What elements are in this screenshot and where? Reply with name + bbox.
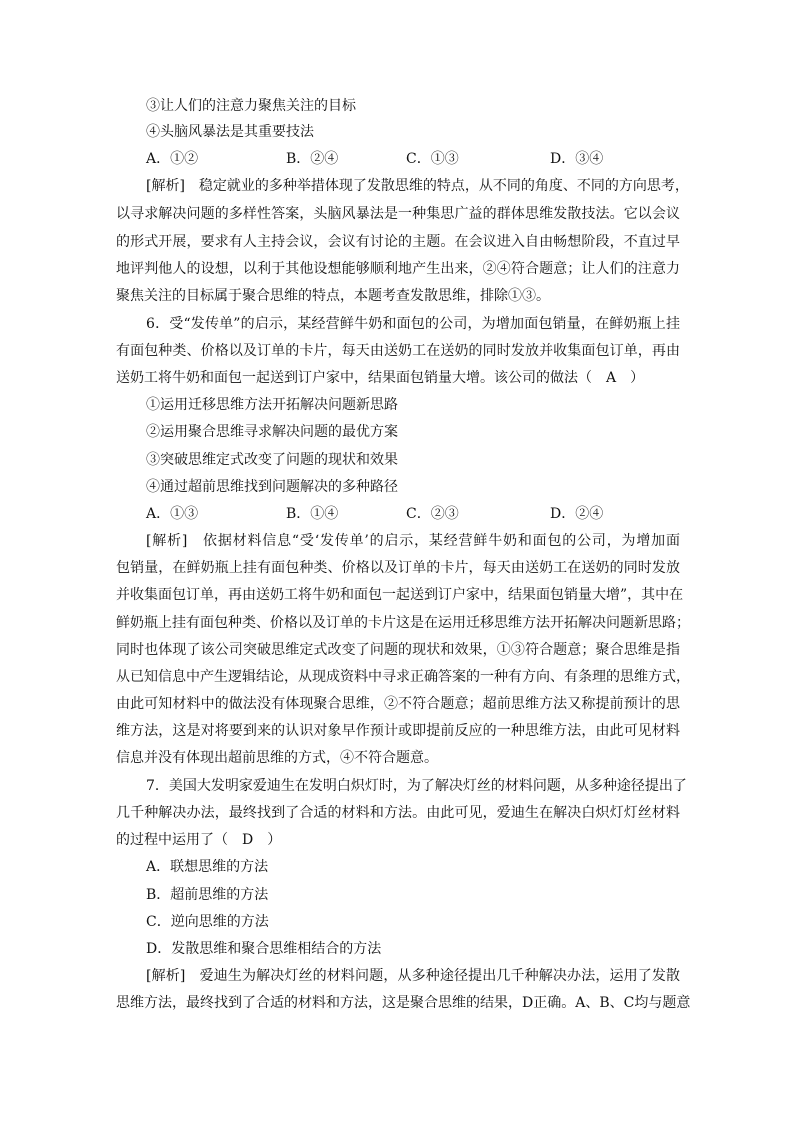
q5-analysis-line-3: 的形式开展，要求有人主持会议，会议有讨论的主题。在会议进入自由畅想阶段，不直过早: [116, 234, 680, 250]
q7-stem-line-3: 的过程中运用了（ D ）: [116, 832, 282, 848]
q6-stem-line-1: 6．受“发传单”的启示，某经营鲜牛奶和面包的公司，为增加面包销量，在鲜奶瓶上挂: [146, 316, 680, 332]
q7-stem-line-2: 几千种解决办法，最终找到了合适的材料和方法。由此可见，爱迪生在解决白炽灯灯丝材料: [116, 805, 680, 821]
q6-analysis-line-2: 包销量，在鲜奶瓶上挂有面包种类、价格以及订单的卡片，每天由送奶工在送奶的同时发放: [116, 560, 680, 576]
q7-analysis-line-2: 思维方法，最终找到了合适的材料和方法，这是聚合思维的结果，D正确。A、B、C均与题意: [116, 995, 691, 1011]
q7-option-d: D．发散思维和聚合思维相结合的方法: [146, 941, 382, 957]
q6-analysis-line-7: 由此可知材料中的做法没有体现聚合思维，②不符合题意；超前思维方法又称提前预计的思: [116, 696, 680, 712]
q6-option-b: B．①④: [286, 506, 339, 522]
q6-item-2: ②运用聚合思维寻求解决问题的最优方案: [146, 424, 398, 440]
q6-analysis-line-5: 同时也体现了该公司突破思维定式改变了问题的现状和效果，①③符合题意；聚合思维是指: [116, 642, 680, 658]
q6-stem-line-2: 有面包种类、价格以及订单的卡片，每天由送奶工在送奶的同时发放并收集面包订单，再由: [116, 343, 680, 359]
q5-analysis-line-5: 聚焦关注的目标属于聚合思维的特点，本题考查发散思维，排除①③。: [116, 288, 550, 304]
q5-item-4: ④头脑风暴法是其重要技法: [146, 124, 314, 140]
q5-option-d: D．③④: [550, 151, 604, 167]
q6-analysis-line-3: 并收集面包订单，再由送奶工将牛奶和面包一起送到订户家中，结果面包销量大增”，其中在: [116, 587, 684, 603]
q6-item-4: ④通过超前思维找到问题解决的多种路径: [146, 479, 398, 495]
q6-analysis-line-9: 信息并没有体现出超前思维的方式，④不符合题意。: [116, 750, 438, 766]
q6-option-a: A．①③: [146, 506, 199, 522]
q5-item-3: ③让人们的注意力聚焦关注的目标: [146, 98, 356, 114]
q7-option-c: C．逆向思维的方法: [146, 914, 269, 930]
q5-analysis-line-2: 以寻求解决问题的多样性答案，头脑风暴法是一种集思广益的群体思维发散技法。它以会议: [116, 206, 680, 222]
q6-analysis-line-1: [解析] 依据材料信息“受‘发传单’的启示，某经营鲜牛奶和面包的公司，为增加面: [146, 533, 680, 549]
q6-option-c: C．②③: [406, 506, 459, 522]
q5-analysis-line-4: 地评判他人的设想，以利于其他设想能够顺利地产生出来，②④符合题意；让人们的注意力: [116, 261, 680, 277]
q6-stem-line-3: 送奶工将牛奶和面包一起送到订户家中，结果面包销量大增。该公司的做法（ A ）: [116, 370, 645, 386]
q6-item-3: ③突破思维定式改变了问题的现状和效果: [146, 452, 398, 468]
q7-analysis-line-1: [解析] 爱迪生为解决灯丝的材料问题，从多种途径提出几千种解决办法，运用了发散: [146, 968, 680, 984]
q7-option-a: A．联想思维的方法: [146, 859, 269, 875]
q6-analysis-line-8: 维方法，这是对将要到来的认识对象早作预计或即提前反应的一种思维方法，由此可见材料: [116, 723, 680, 739]
q6-item-1: ①运用迁移思维方法开拓解决问题新思路: [146, 397, 398, 413]
q7-stem-line-1: 7．美国大发明家爱迪生在发明白炽灯时，为了解决灯丝的材料问题，从多种途径提出了: [146, 778, 687, 794]
q7-option-b: B．超前思维的方法: [146, 887, 269, 903]
q5-analysis-line-1: [解析] 稳定就业的多种举措体现了发散思维的特点，从不同的角度、不同的方向思考，: [146, 178, 689, 194]
q5-option-b: B．②④: [286, 151, 339, 167]
q6-analysis-line-4: 鲜奶瓶上挂有面包种类、价格以及订单的卡片这是在运用迁移思维方法开拓解决问题新思路；: [116, 615, 690, 631]
q6-option-d: D．②④: [550, 506, 604, 522]
q5-option-a: A．①②: [146, 151, 199, 167]
q6-analysis-line-6: 从已知信息中产生逻辑结论，从现成资料中寻求正确答案的一种有方向、有条理的思维方式，: [116, 669, 690, 685]
q5-option-c: C．①③: [406, 151, 459, 167]
